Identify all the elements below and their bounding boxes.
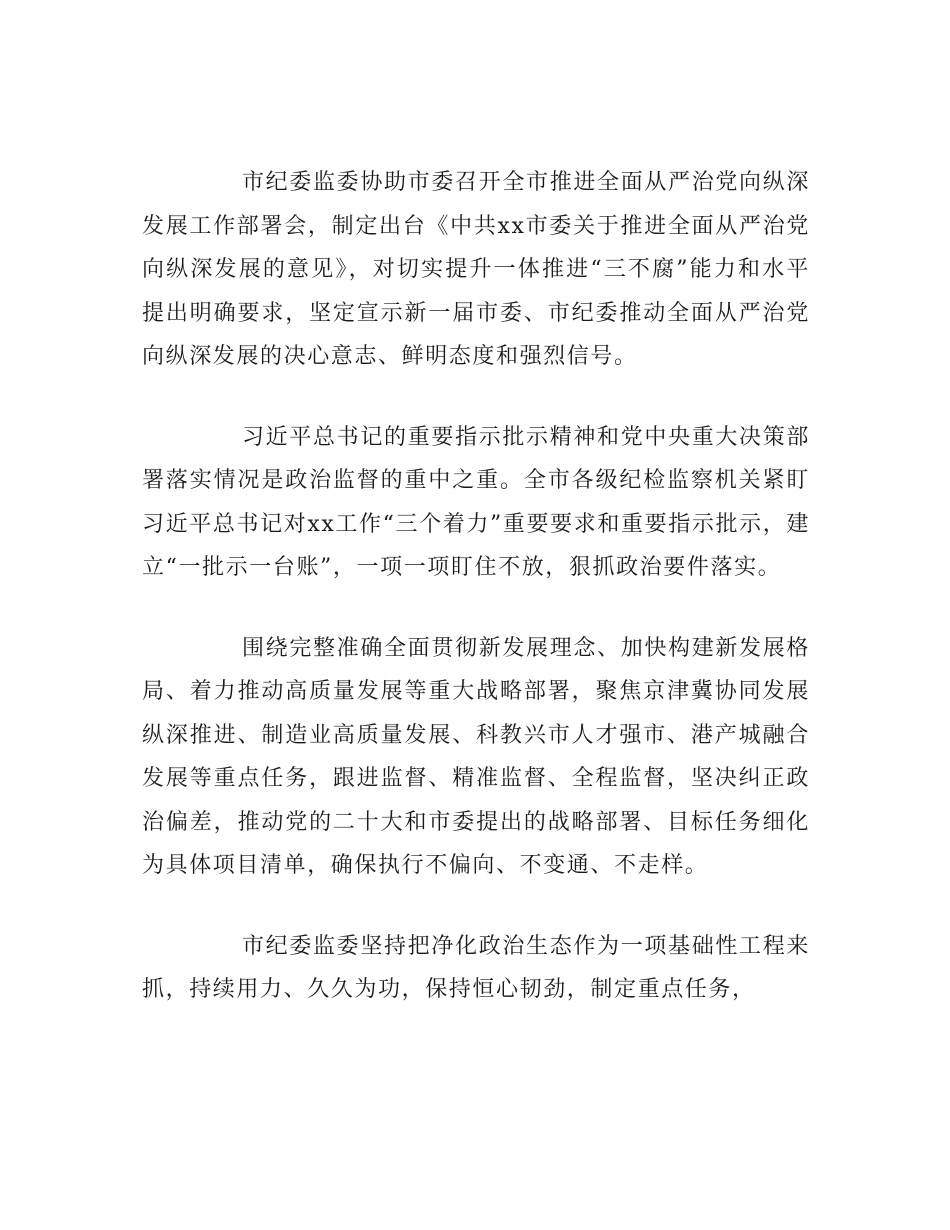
paragraph-2: 习近平总书记的重要指示批示精神和党中央重大决策部署落实情况是政治监督的重中之重。全市各级纪检监察机关紧盯习近平总书记对xx工作“三个着力”重要要求和重要指示批示，建立“一批示一台账”，一项一项盯住不放，狠抓政治要件落实。: [142, 424, 810, 580]
paragraph-1: 市纪委监委协助市委召开全市推进全面从严治党向纵深发展工作部署会，制定出台《中共xx市委关于推进全面从严治党向纵深发展的意见》，对切实提升一体推进“三不腐”能力和水平提出明确要求，坚定宣示新一届市委、市纪委推动全面从严治党向纵深发展的决心意志、鲜明态度和强烈信号。: [142, 170, 810, 369]
paragraph-3: 围绕完整准确全面贯彻新发展理念、加快构建新发展格局、着力推动高质量发展等重大战略部署，聚焦京津冀协同发展纵深推进、制造业高质量发展、科教兴市人才强市、港产城融合发展等重点任务，跟进监督、精准监督、全程监督，坚决纠正政治偏差，推动党的二十大和市委提出的战略部署、目标任务细化为具体项目清单，确保执行不偏向、不变通、不走样。: [142, 635, 810, 878]
paragraph-4: 市纪委监委坚持把净化政治生态作为一项基础性工程来抓，持续用力、久久为功，保持恒心韧劲，制定重点任务，: [142, 933, 810, 1002]
document-body: [142, 161, 810, 1012]
